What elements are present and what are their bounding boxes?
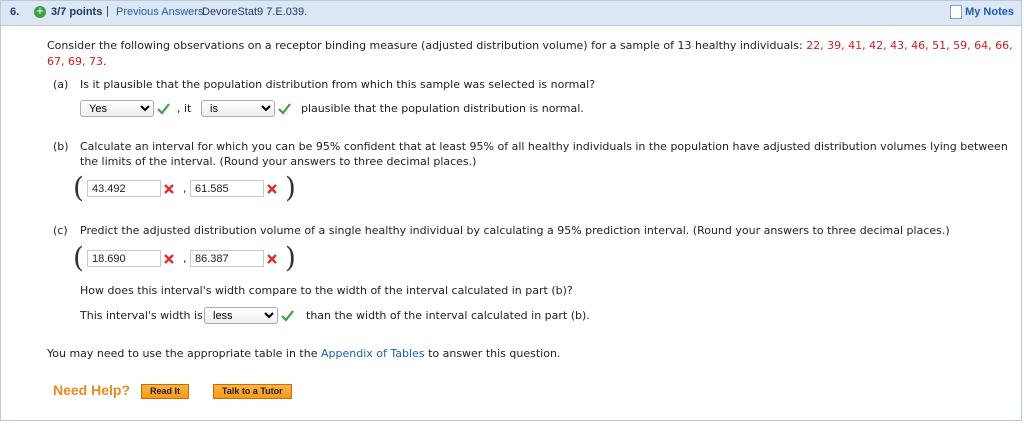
plausible-select[interactable] (80, 100, 154, 117)
part-b-question-line2: the limits of the interval. (Round your answers to three decimal places.) (80, 155, 477, 168)
intro-period: . (102, 55, 107, 68)
cross-icon (163, 183, 175, 195)
previous-answers-link[interactable]: Previous Answers (116, 6, 204, 18)
sample-values-line1: 22, 39, 41, 42, 43, 46, 51, 59, 64, 66, (806, 39, 1013, 52)
part-c-question: Predict the adjusted distribution volume of a single healthy individual by calculating a 95% prediction interval. (Round your answers to three decimal places.) (80, 224, 950, 237)
part-b-question-line1: Calculate an interval for which you can be 95% confident that at least 95% of all healthy individuals in the population have adjusted distribution volumes lying between (80, 140, 1008, 153)
need-help-label: Need Help? (53, 382, 131, 398)
part-a-question: Is it plausible that the population distribution from which this sample was selected is normal? (80, 78, 596, 91)
table-note (47, 347, 560, 360)
checkmark-icon (278, 102, 291, 115)
prediction-lower-input[interactable] (87, 250, 161, 267)
note-prefix: You may need to use the appropriate table in the (47, 347, 318, 360)
cross-icon (266, 253, 278, 265)
cross-icon (266, 183, 278, 195)
separator: | (106, 5, 109, 17)
right-paren: ) (285, 241, 296, 274)
part-c-label: (c) (53, 224, 68, 237)
intro-text-line2 (47, 55, 106, 68)
is-select[interactable] (201, 100, 275, 117)
part-a-comma-it: , it (177, 102, 192, 115)
intro-sentence: Consider the following observations on a receptor binding measure (adjusted distribution volume) for a sample of 13 healthy individuals: (47, 39, 803, 52)
talk-to-tutor-button[interactable]: Talk to a Tutor (213, 384, 292, 399)
tolerance-upper-input[interactable] (190, 180, 264, 197)
my-notes-label: My Notes (965, 6, 1014, 18)
prediction-upper-input[interactable] (190, 250, 264, 267)
question-number: 6. (10, 6, 20, 18)
note-suffix: to answer this question. (428, 347, 561, 360)
tolerance-lower-input[interactable] (87, 180, 161, 197)
question-body (0, 25, 1022, 421)
appendix-link[interactable]: Appendix of Tables (321, 347, 425, 360)
question-header (0, 0, 1022, 26)
interval-comma: , (183, 182, 187, 195)
my-notes-button[interactable] (950, 5, 1014, 19)
right-paren: ) (285, 171, 296, 204)
width-compare-select[interactable] (204, 307, 278, 324)
checkmark-icon (281, 309, 294, 322)
width-prefix: This interval's width is (80, 309, 203, 322)
sample-values-line2: 67, 69, 73 (47, 55, 103, 68)
compare-question: How does this interval's width compare to the width of the interval calculated in part (b)? (80, 284, 573, 297)
cross-icon (163, 253, 175, 265)
left-paren: ( (73, 171, 84, 204)
width-suffix: than the width of the interval calculated in part (b). (306, 309, 590, 322)
intro-text (47, 39, 1013, 52)
interval-comma: , (183, 252, 187, 265)
read-it-button[interactable]: Read It (141, 384, 189, 399)
part-b-label: (b) (53, 140, 69, 153)
plus-icon[interactable]: + (35, 6, 45, 17)
part-a-tail: plausible that the population distribution is normal. (301, 102, 584, 115)
question-id: DevoreStat9 7.E.039. (202, 6, 308, 18)
checkmark-icon (157, 102, 170, 115)
left-paren: ( (73, 241, 84, 274)
points-label: 3/7 points (51, 6, 103, 18)
note-icon (950, 5, 962, 19)
part-a-label: (a) (53, 78, 69, 91)
